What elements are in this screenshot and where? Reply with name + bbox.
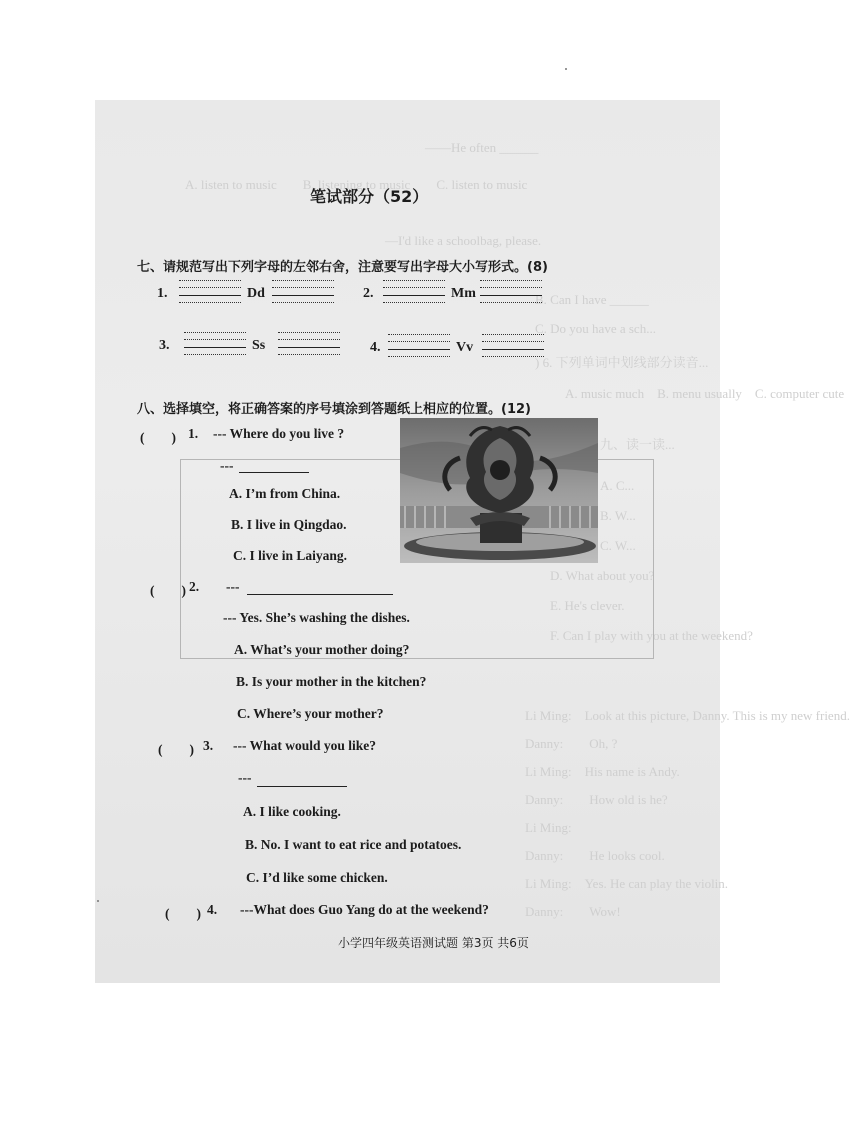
option-a: A. I like cooking. (243, 804, 341, 819)
question-text: --- What would you like? (233, 738, 377, 753)
reply-text: --- Yes. She’s washing the dishes. (223, 610, 410, 625)
option-b: B. Is your mother in the kitchen? (236, 674, 427, 689)
option-c: C. Where’s your mother? (237, 706, 384, 721)
question-text: ---What does Guo Yang do at the weekend? (240, 902, 489, 917)
writing-line-left[interactable] (383, 280, 445, 304)
question-text: --- Where do you live ? (213, 426, 345, 441)
item-number: 3. (159, 338, 170, 353)
section-8-instruction: 八、选择填空，将正确答案的序号填涂到答题纸上相应的位置。(12) (137, 402, 531, 417)
reply-dashes: --- (238, 770, 252, 785)
option-c: C. I’d like some chicken. (246, 870, 388, 885)
writing-line-right[interactable] (272, 280, 334, 304)
writing-line-right[interactable] (480, 280, 542, 304)
target-letter: Mm (451, 286, 476, 301)
target-letter: Dd (247, 286, 265, 301)
option-b: B. I live in Qingdao. (231, 517, 347, 532)
question-number: 3. (203, 738, 214, 753)
reply-dashes: --- (220, 458, 234, 473)
speck (97, 900, 99, 902)
target-letter: Ss (252, 338, 266, 353)
writing-line-right[interactable] (482, 334, 544, 358)
option-c: C. I live in Laiyang. (233, 548, 348, 563)
writing-line-right[interactable] (278, 332, 340, 356)
writing-line-left[interactable] (388, 334, 450, 358)
item-number: 1. (157, 286, 168, 301)
answer-paren[interactable]: ( ) (150, 583, 186, 598)
sculpture-photo (400, 418, 598, 563)
answer-paren[interactable]: ( ) (158, 742, 194, 757)
option-a: A. I’m from China. (229, 486, 341, 501)
option-b: B. No. I want to eat rice and potatoes. (245, 837, 462, 852)
reply-blank[interactable] (257, 786, 347, 787)
question-blank[interactable] (247, 594, 393, 595)
reply-blank[interactable] (239, 472, 309, 473)
writing-line-left[interactable] (179, 280, 241, 304)
item-number: 4. (370, 340, 381, 355)
writing-line-left[interactable] (184, 332, 246, 356)
question-number: 1. (188, 426, 199, 441)
question-number: 2. (189, 579, 200, 594)
target-letter: Vv (456, 340, 474, 355)
answer-paren[interactable]: ( ) (140, 430, 176, 445)
section-7-instruction: 七、请规范写出下列字母的左邻右舍，注意要写出字母大小写形式。(8) (137, 260, 548, 275)
answer-paren[interactable]: ( ) (165, 906, 201, 921)
question-number: 4. (207, 902, 218, 917)
sculpture-image (400, 418, 598, 563)
speck (565, 68, 567, 70)
page-footer: 小学四年级英语测试题 第3页 共6页 (338, 936, 529, 950)
question-text: --- (226, 579, 240, 594)
page-title: 笔试部分（52） (310, 187, 429, 206)
exam-page: ——He often ______ A. listen to music B. listening to music C. listen to music —I'd like a schoolbag, please. B. Can I have ______ C. Do you have a sch... ) 6. 下列单词中划线部分读音... A. music much B. menu usually C. computer cute 九、读一读... A. C... B. W... C. W... D. What about you? E. He's clever. F. Can I play with you at the weekend? Li Ming: Look at this picture, Danny. This is my new friend. Danny: Oh, ? Li Ming: His name is Andy. Danny: How old is he? Li Ming: Danny: He looks cool. Li Ming: Yes. He can play the violin. Danny: Wow! 笔试部分（52） 七、请规范写出下列字母的左邻右舍，注意要写出字母大小写形式。(8) 1. Dd 2. Mm 3. Ss 4. Vv 八、选择填空，将正确答案的序号填涂到答题纸上相应的位置。(12) ( ) 1. --- Where do you live ? --- A. I’m from China. B. I live in Qingdao. C. I live in Laiyang. ( ) 2. --- --- Yes. She’s washing the dishes. A. What’s your mother doing? B. Is your mother in the kitchen? C. Where’s your mother? ( ) 3. --- What would you like? --- A. I like cooking. B. No. I want to eat rice and potatoes. C. I’d like some chicken. ( ) 4. ---What does Guo Yang do at the weekend? 小学四年级英语测试题 第3页 共6页 (95, 100, 720, 983)
item-number: 2. (363, 286, 374, 301)
option-a: A. What’s your mother doing? (234, 642, 410, 657)
